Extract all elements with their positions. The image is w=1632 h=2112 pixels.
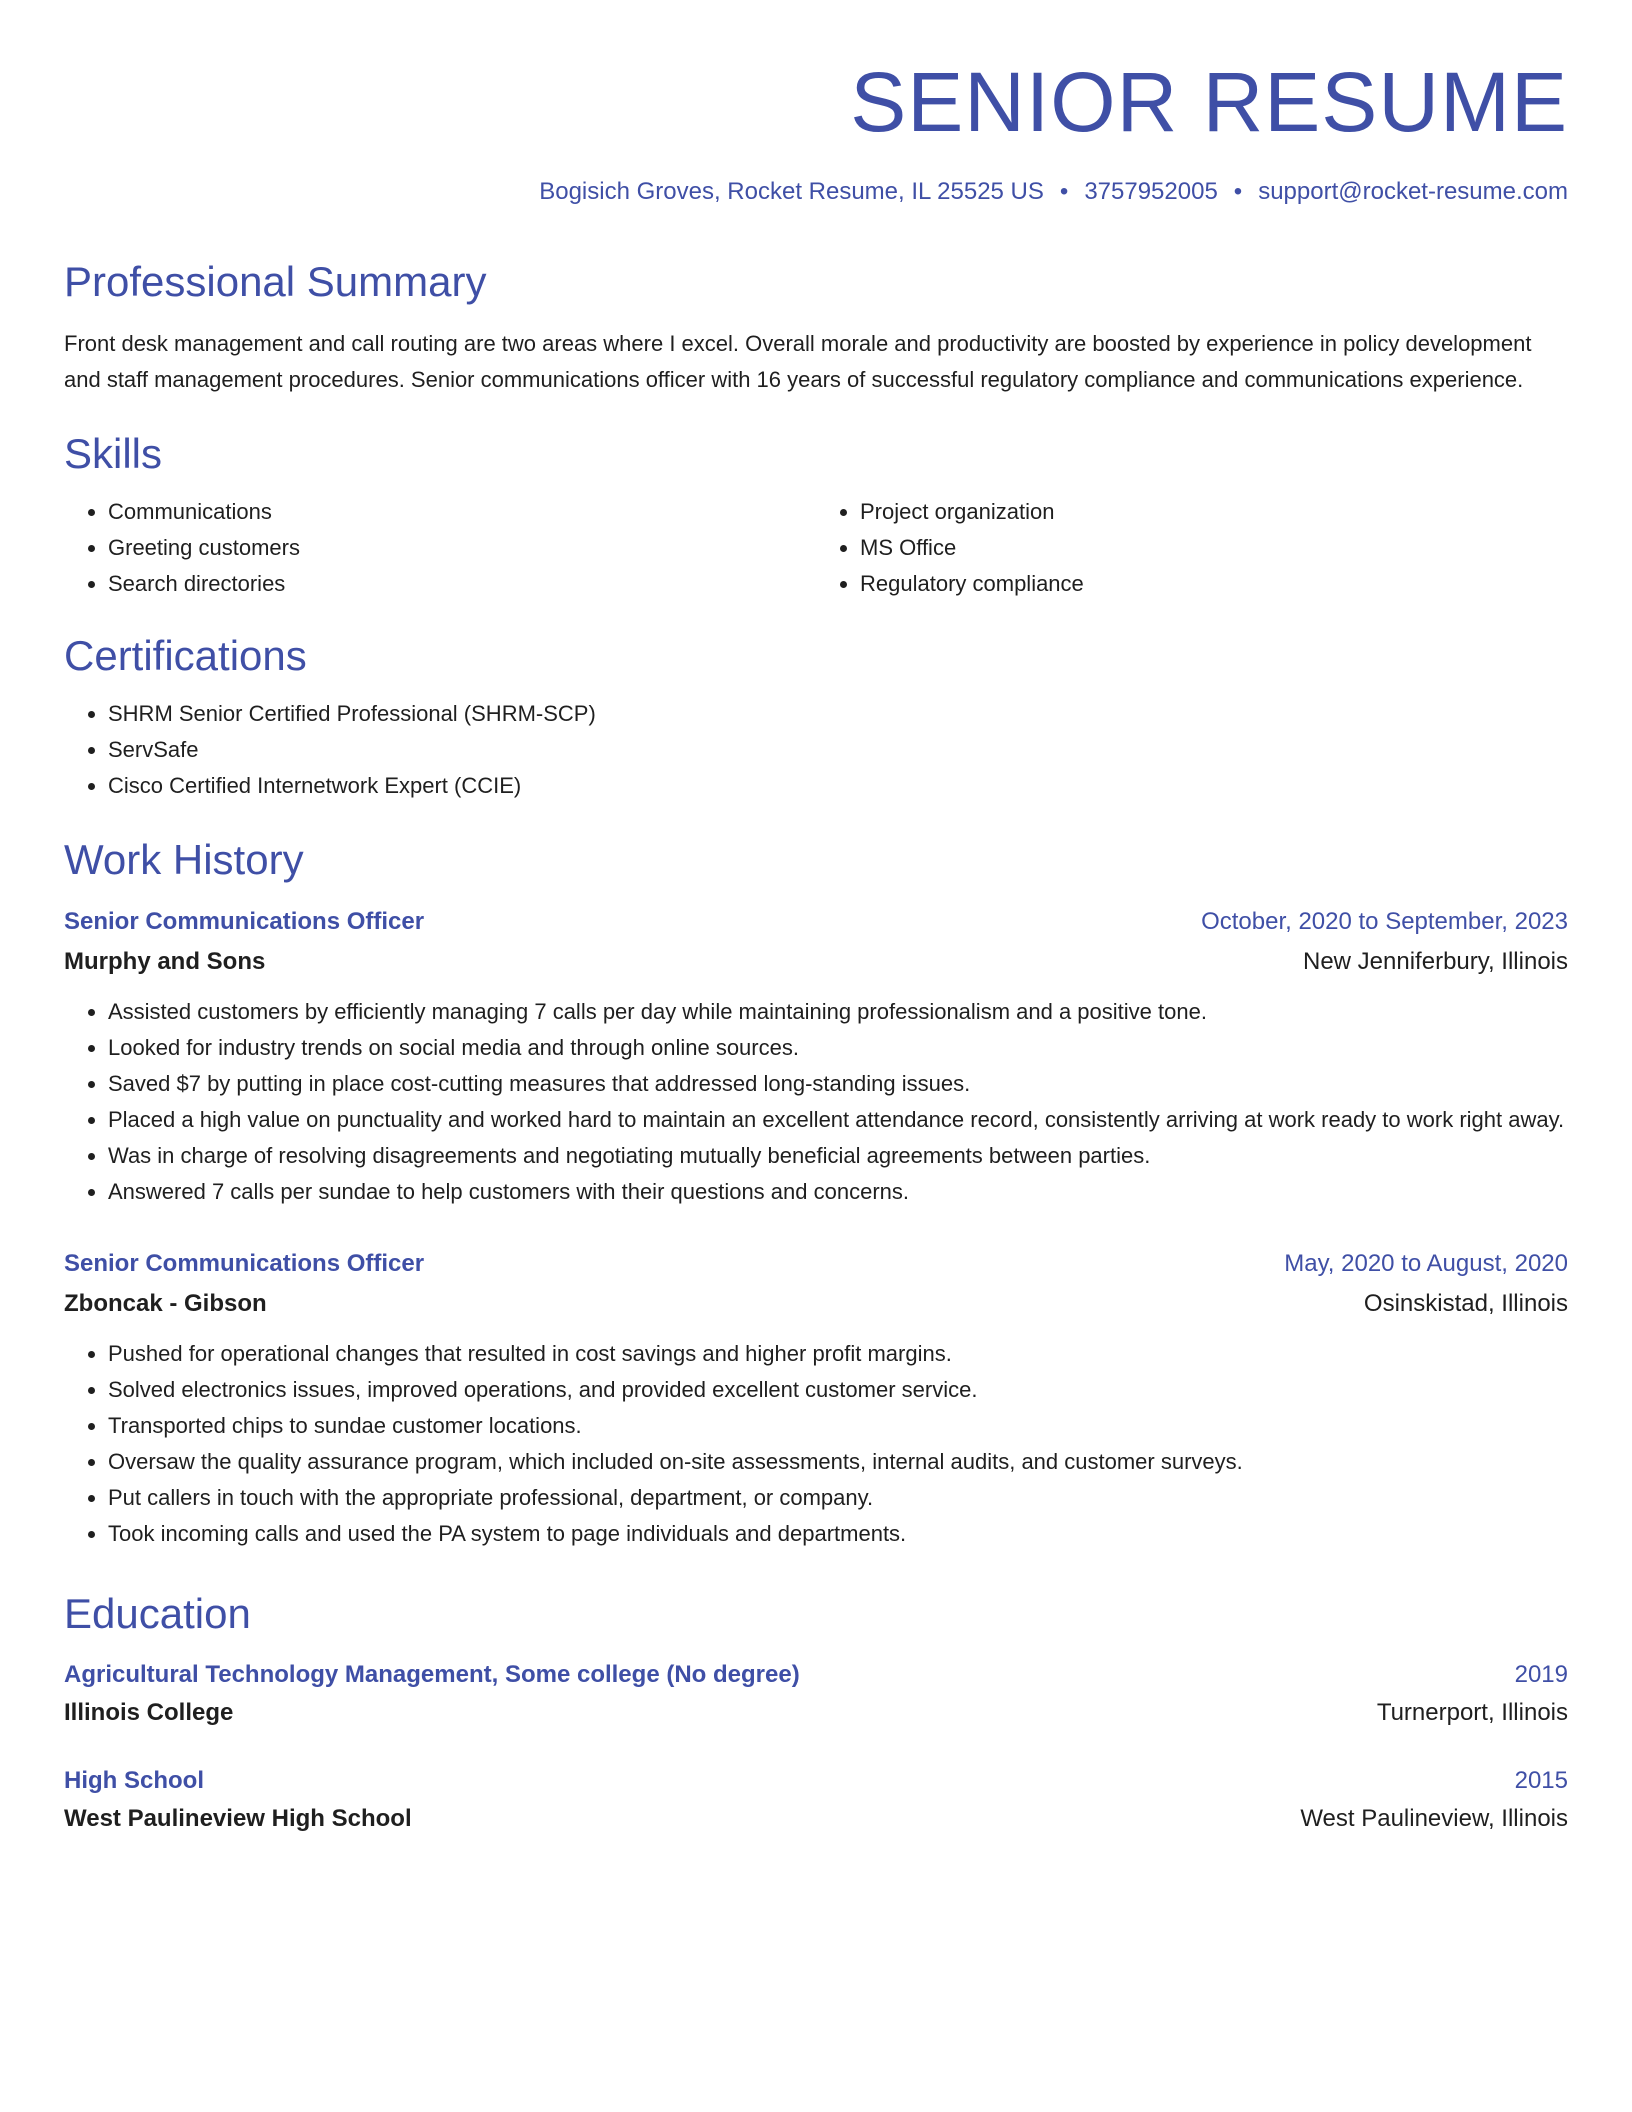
contact-phone: 3757952005 bbox=[1084, 178, 1218, 205]
job-bullet: • Solved electronics issues, improved operations, and provided excellent customer service. bbox=[108, 1372, 1568, 1408]
certification-item: • Cisco Certified Internetwork Expert (CCIE) bbox=[108, 768, 1568, 804]
skills-list-right bbox=[816, 494, 1568, 602]
contact-separator: • bbox=[1059, 178, 1069, 205]
skill-item: • Project organization bbox=[860, 494, 1568, 530]
summary-text: Front desk management and call routing are two areas where I excel. Overall morale and productivity are boosted by experience in policy development and staff management procedures. Senior communications officer with 16 years of successful regulatory compliance and communications experience. bbox=[64, 331, 1532, 392]
certifications-heading: Certifications bbox=[64, 632, 307, 679]
skill-item: • Search directories bbox=[108, 566, 816, 602]
skill-item: • Greeting customers bbox=[108, 530, 816, 566]
education-entry bbox=[64, 1762, 1568, 1838]
certifications-list bbox=[64, 696, 1568, 804]
job-dates: October, 2020 to September, 2023 bbox=[1201, 908, 1568, 935]
job-bullet: • Put callers in touch with the appropriate professional, department, or company. bbox=[108, 1480, 1568, 1516]
job-bullets bbox=[64, 1336, 1568, 1552]
contact-address: Bogisich Groves, Rocket Resume, IL 25525 US bbox=[539, 178, 1044, 205]
education-year: 2019 bbox=[1514, 1661, 1568, 1688]
job-location: Osinskistad, Illinois bbox=[1363, 1290, 1568, 1317]
certification-item: • SHRM Senior Certified Professional (SHRM-SCP) bbox=[108, 696, 1568, 732]
skills-heading: Skills bbox=[64, 430, 163, 477]
job-bullet: • Answered 7 calls per sundae to help customers with their questions and concerns. bbox=[108, 1174, 1568, 1210]
job-bullets bbox=[64, 994, 1568, 1210]
education-degree: High School bbox=[64, 1767, 204, 1794]
skills-grid bbox=[64, 494, 1568, 602]
education-school: Illinois College bbox=[64, 1699, 234, 1726]
contact-email[interactable]: support@rocket-resume.com bbox=[1258, 178, 1568, 205]
summary-heading: Professional Summary bbox=[64, 258, 487, 305]
job-company: Murphy and Sons bbox=[64, 948, 266, 975]
education-location: West Paulineview, Illinois bbox=[1300, 1805, 1568, 1832]
skill-item: • Regulatory compliance bbox=[860, 566, 1568, 602]
resume-title: SENIOR RESUME bbox=[850, 55, 1568, 149]
job-header-row bbox=[64, 1244, 1568, 1284]
education-header-row bbox=[64, 1656, 1568, 1694]
skill-item: • Communications bbox=[108, 494, 816, 530]
education-school: West Paulineview High School bbox=[64, 1805, 412, 1832]
job-bullet: • Saved $7 by putting in place cost-cutting measures that addressed long-standing issues. bbox=[108, 1066, 1568, 1102]
education-school-row bbox=[64, 1694, 1568, 1732]
job-role: Senior Communications Officer bbox=[64, 1250, 425, 1277]
job-bullet: • Oversaw the quality assurance program, which included on-site assessments, internal audits, and customer surveys. bbox=[108, 1444, 1568, 1480]
job-bullet: • Transported chips to sundae customer locations. bbox=[108, 1408, 1568, 1444]
skills-column-left bbox=[64, 494, 816, 602]
job-role: Senior Communications Officer bbox=[64, 908, 425, 935]
skills-list-left bbox=[64, 494, 816, 602]
job-dates: May, 2020 to August, 2020 bbox=[1284, 1250, 1568, 1277]
job-bullet: • Was in charge of resolving disagreements and negotiating mutually beneficial agreements between parties. bbox=[108, 1138, 1568, 1174]
job-header-row bbox=[64, 902, 1568, 942]
contact-separator: • bbox=[1233, 178, 1243, 205]
job-bullet: • Looked for industry trends on social media and through online sources. bbox=[108, 1030, 1568, 1066]
skill-item: • MS Office bbox=[860, 530, 1568, 566]
education-heading: Education bbox=[64, 1590, 251, 1637]
education-year: 2015 bbox=[1514, 1767, 1568, 1794]
work-history-heading: Work History bbox=[64, 836, 304, 883]
job-bullet: • Assisted customers by efficiently managing 7 calls per day while maintaining professionalism and a positive tone. bbox=[108, 994, 1568, 1030]
job-entry bbox=[64, 902, 1568, 1210]
education-degree: Agricultural Technology Management, Some college (No degree) bbox=[64, 1661, 800, 1688]
contact-line bbox=[64, 176, 1568, 208]
job-company-row bbox=[64, 942, 1568, 982]
job-bullet: • Pushed for operational changes that resulted in cost savings and higher profit margins. bbox=[108, 1336, 1568, 1372]
skills-column-right bbox=[816, 494, 1568, 602]
education-location: Turnerport, Illinois bbox=[1376, 1699, 1568, 1726]
education-header-row bbox=[64, 1762, 1568, 1800]
job-company: Zboncak - Gibson bbox=[64, 1290, 267, 1317]
job-company-row bbox=[64, 1284, 1568, 1324]
job-location: New Jenniferbury, Illinois bbox=[1303, 948, 1568, 975]
job-bullet: • Placed a high value on punctuality and worked hard to maintain an excellent attendance record, consistently arriving at work ready to work right away. bbox=[108, 1102, 1568, 1138]
job-bullet: • Took incoming calls and used the PA system to page individuals and departments. bbox=[108, 1516, 1568, 1552]
education-entry bbox=[64, 1656, 1568, 1732]
education-school-row bbox=[64, 1800, 1568, 1838]
job-entry bbox=[64, 1244, 1568, 1552]
certification-item: • ServSafe bbox=[108, 732, 1568, 768]
